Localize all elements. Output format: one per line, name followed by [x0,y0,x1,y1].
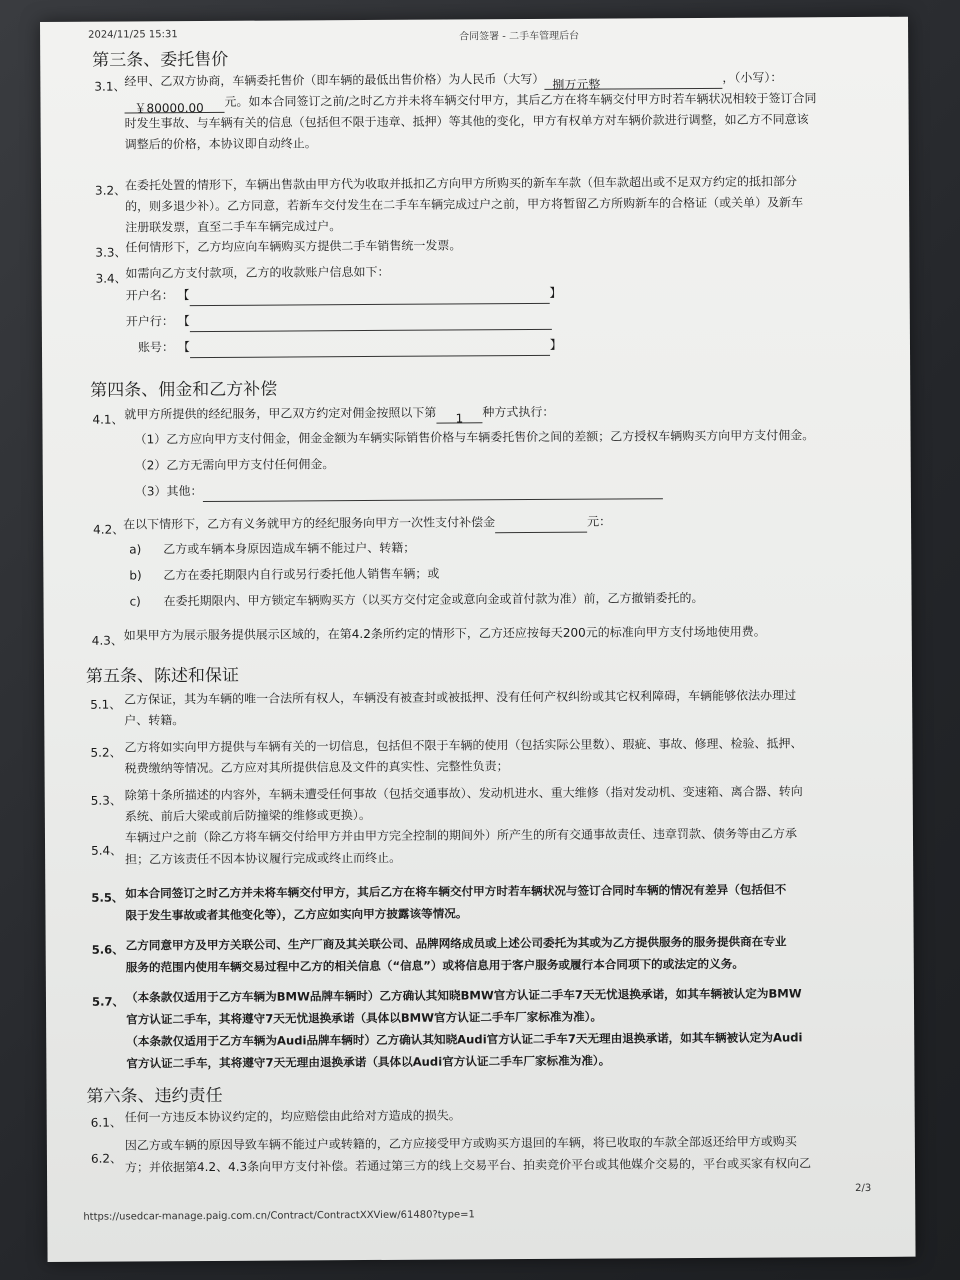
clause-5-2-number: 5.2、 [90,745,122,760]
clause-6-1-number: 6.1、 [90,1115,122,1130]
commission-option-2: （2）乙方无需向甲方支付任何佣金。 [134,457,335,473]
clause-6-2-line-2: 方；并依据第4.2、4.3条向甲方支付补偿。若通过第三方的线上交易平台、拍卖竞价平台或其他媒介交易的，平台或买家有权向乙 [124,1156,812,1175]
clause-6-1-line-1: 任何一方违反本协议约定的，均应赔偿由此给对方造成的损失。 [124,1108,461,1125]
amount-in-words: 捌万元整 [544,74,722,90]
bracket-close: 】 [549,285,562,300]
clause-5-2-line-2: 税费缴纳等情况。乙方应对其所提供信息及文件的真实性、完整性负责； [124,759,509,776]
bank-blank [190,315,552,332]
compensation-blank [495,518,587,534]
clause-4-1-line-1 [124,402,554,426]
clause-5-7-line-1: （本条款仅适用于乙方车辆为BMW品牌车辆时）乙方确认其知晓BMW官方认证二手车7天无忧退换承诺，如其车辆被认定为BMW [125,986,802,1005]
clause-3-2-line-3: 注册联发票，直至二手车车辆完成过户。 [125,219,342,235]
clause-3-4-number: 3.4、 [95,271,127,286]
clause-6-2-number: 6.2、 [90,1151,123,1166]
clause-5-4-number: 5.4、 [91,843,123,858]
account-number-label: 账号： [137,340,175,355]
clause-3-2-line-2: 的，则多退少补）。乙方同意，若新车交付发生在二手车车辆完成过户之前，甲方将暂留乙方所购新车的合格证（或关单）及新车 [125,195,804,214]
clause-3-3-line-1: 任何情形下，乙方均应向车辆购买方提供二手车销售统一发票。 [125,238,462,255]
page-number: 2/3 [855,1182,872,1195]
account-name-blank [190,289,550,306]
account-number-row [138,335,562,359]
print-page-title: 合同签署 - 二手车管理后台 [459,30,580,43]
bracket-close: 】 [549,337,562,352]
clause-4-2-b: 乙方在委托期限内自行或另行委托他人销售车辆；或 [163,566,440,583]
clause-4-3-line-1: 如果甲方为展示服务提供展示区域的，在第4.2条所约定的情形下，乙方还应按每天200元的标准向甲方支付场地使用费。 [123,624,766,643]
account-name-row [126,283,562,307]
clause-4-1-number: 4.1、 [92,412,124,427]
clause-4-2-text-a: 在以下情形下，乙方有义务就甲方的经纪服务向甲方一次性支付补偿金 [123,515,496,532]
page-url: https://usedcar-manage.paig.com.cn/Contract/ContractXXView/61480?type=1 [83,1209,475,1223]
clause-5-4-line-1: 车辆过户之前（除乙方将车辆交付给甲方并由甲方完全控制的期间外）所产生的所有交通事故责任、违章罚款、债务等由乙方承 [124,826,798,845]
clause-3-3-number: 3.3、 [95,245,127,260]
clause-5-1-line-1: 乙方保证，其为车辆的唯一合法所有权人，车辆没有被查封或被抵押、没有任何产权纠纷或其它权利障碍，车辆能够依法办理过 [124,688,797,707]
commission-option: 1 [436,408,482,423]
clause-3-2-line-1: 在委托处置的情形下，车辆出售款由甲方代为收取并抵扣乙方向甲方所购买的新车车款（但车款超出或不足双方约定的抵扣部分 [124,174,798,193]
clause-5-5-line-1: 如本合同签订之时乙方并未将车辆交付甲方，其后乙方在将车辆交付甲方时若车辆状况与签订合同时车辆的情况有差异（包括但不 [125,882,787,901]
clause-4-2-c: 在委托期限内、甲方锁定车辆购买方（以买方交付定金或意向金或首付款为准）前，乙方撤销委托的。 [163,590,704,609]
clause-5-7-line-3: （本条款仅适用于乙方车辆为Audi品牌车辆时）乙方确认其知晓Audi官方认证二手车7天无理由退换承诺，如其车辆被认定为Audi [126,1030,803,1049]
clause-3-1-number: 3.1、 [94,79,126,94]
clause-4-1-text-a: 就甲方所提供的经纪服务，甲乙双方约定对佣金按照以下第 [124,405,437,422]
clause-5-4-line-2: 担；乙方该责任不因本协议履行完成或终止而终止。 [125,850,402,867]
clause-5-7-line-4: 官方认证二手车，其将遵守7天无理由退换承诺（具体以Audi官方认证二手车厂家标准为准）。 [126,1053,611,1071]
clause-5-5-line-2: 限于发生事故或者其他变化等），乙方应如实向甲方披露该等情况。 [125,906,468,923]
clause-4-1-text-b: 种方式执行： [482,404,555,420]
clause-5-6-number: 5.6、 [91,942,124,957]
commission-other-blank [202,484,662,502]
clause-3-1-line-3: 时发生事故、与车辆有关的信息（包括但不限于违章、抵押）等其他的变化，甲方有权单方对车辆价款进行调整，如乙方不同意该 [124,112,809,131]
clause-5-3-number: 5.3、 [90,793,122,808]
clause-4-2-text-b: 元： [587,514,612,529]
amount-in-figures: ￥80000.00 [124,98,224,114]
clause-5-2-line-1: 乙方将如实向甲方提供与车辆有关的一切信息，包括但不限于车辆的使用（包括实际公里数）、瑕疵、事故、修理、检验、抵押、 [124,736,803,755]
commission-option-3 [135,478,663,502]
clause-5-3-line-2: 系统、前后大梁或前后防撞梁的维修或更换）。 [124,807,371,824]
contract-page [40,17,916,1262]
clause-6-2-line-1: 因乙方或车辆的原因导致车辆不能过户或转籍的，乙方应接受甲方或购买方退回的车辆，将已收取的车款全部返还给甲方或购买 [124,1134,797,1153]
clause-3-4-line-1: 如需向乙方支付款项，乙方的收款账户信息如下： [125,264,390,281]
commission-option-1: （1）乙方应向甲方支付佣金，佣金金额为车辆实际销售价格与车辆委托售价之间的差额；乙方授权车辆购买方向甲方支付佣金。 [134,428,815,447]
section-6-title: 第六条、违约责任 [86,1085,223,1107]
clause-5-7-number: 5.7、 [91,994,125,1009]
clause-4-2-number: 4.2、 [93,522,125,537]
account-name-label: 开户名： [125,288,174,303]
clause-5-5-number: 5.5、 [91,890,124,905]
clause-4-2-a: 乙方或车辆本身原因造成车辆不能过户、转籍； [163,540,416,557]
section-5-title: 第五条、陈述和保证 [85,665,240,687]
clause-4-3-number: 4.3、 [91,633,123,648]
clause-5-3-line-1: 除第十条所描述的内容外，车辆未遭受任何事故（包括交通事故）、发动机进水、重大维修（指对发动机、变速箱、离合器、转向 [124,784,803,803]
clause-3-1-line-4: 调整后的价格，本协议即自动终止。 [124,136,317,152]
section-4-title: 第四条、佣金和乙方补偿 [90,379,278,401]
clause-5-7-line-2: 官方认证二手车，其将遵守7天无忧退换承诺（具体以BMW官方认证二手车厂家标准为准）。 [126,1009,603,1027]
clause-3-2-number: 3.2、 [94,183,127,198]
clause-5-1-number: 5.1、 [90,697,122,712]
clause-3-1-text-c: 元。如本合同签订之前/之时乙方并未将车辆交付甲方，其后乙方在将车辆交付甲方时若车辆状况相较于签订合同 [224,91,817,109]
section-3-title: 第三条、委托售价 [92,49,229,71]
bank-label: 开户行： [125,314,174,329]
clause-5-1-line-2: 户、转籍。 [124,713,185,728]
clause-4-2-c-mark: c) [129,594,141,609]
clause-4-2-line-1 [123,512,611,536]
clause-3-1-text-b: ，（小写）： [722,70,783,85]
print-datetime: 2024/11/25 15:31 [88,29,178,41]
bracket-open: 【 [177,314,190,329]
clause-5-6-line-2: 服务的范围内使用车辆交易过程中乙方的相关信息（“信息”）或将信息用于客户服务或履行本合同项下的或法定的义务。 [125,956,744,975]
bracket-open: 【 [177,288,190,303]
clause-4-2-a-mark: a) [129,542,142,557]
account-number-blank [190,341,550,358]
clause-4-2-b-mark: b) [129,568,142,583]
bracket-open: 【 [177,340,190,355]
clause-3-1-text-a: 经甲、乙双方协商，车辆委托售价（即车辆的最低出售价格）为人民币（大写） [124,71,545,89]
clause-5-6-line-1: 乙方同意甲方及甲方关联公司、生产厂商及其关联公司、品牌网络成员或上述公司委托为其或为乙方提供服务的服务提供商在专业 [125,934,787,953]
commission-option-3-label: （3）其他： [134,484,203,499]
bank-row [126,309,552,333]
